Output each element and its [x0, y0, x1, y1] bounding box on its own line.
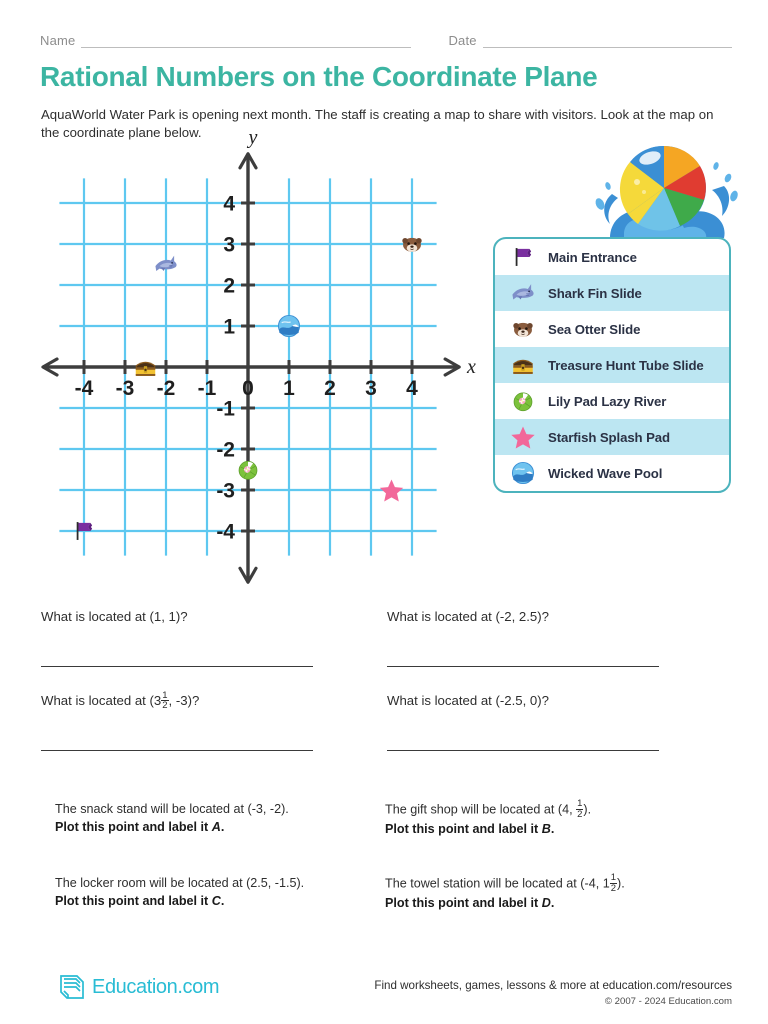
x-axis-label: x	[467, 356, 476, 378]
treasure-chest-icon	[507, 350, 539, 380]
legend-row[interactable]	[495, 419, 729, 455]
identify-questions	[41, 607, 733, 751]
y-axis-tick-label: 4	[223, 192, 235, 216]
date-label: Date	[448, 33, 477, 48]
intro-paragraph: AquaWorld Water Park is opening next month. The staff is creating a map to share with visitors. Look at the map on the coordinate plane below.	[41, 107, 714, 140]
map-point-wave-pool-icon[interactable]	[278, 315, 299, 336]
map-point-starfish-icon[interactable]	[380, 479, 403, 501]
y-axis-tick-label: -4	[216, 520, 235, 544]
name-label: Name	[40, 33, 76, 48]
plot-task-instruction: Plot this point and label it C.	[55, 894, 225, 908]
legend-label: Starfish Splash Pad	[548, 429, 670, 445]
wave-pool-icon	[507, 458, 539, 488]
question-cell	[387, 607, 733, 667]
x-axis-tick-label: 0	[242, 377, 254, 400]
fraction-numerator: 1	[610, 872, 616, 883]
beach-ball-splash-icon	[588, 138, 743, 250]
fraction-denominator: 2	[162, 700, 168, 712]
question-3-prefix: What is located at (3	[41, 693, 162, 708]
starfish-icon	[507, 422, 539, 452]
answer-line-4[interactable]	[387, 717, 659, 751]
answer-line-1[interactable]	[41, 633, 313, 667]
question-3-text	[41, 691, 387, 717]
date-input-line[interactable]	[483, 34, 732, 48]
coordinate-plane	[40, 126, 490, 595]
question-4-text: What is located at (-2.5, 0)?	[387, 693, 549, 708]
coordinate-plane-svg	[40, 126, 490, 595]
question-row	[41, 607, 733, 667]
question-1-text: What is located at (1, 1)?	[41, 609, 188, 624]
plot-task-prompt: The towel station will be located at (-4, 1 $\frac{1}{2}$ ).	[385, 872, 625, 894]
plot-task-cell	[55, 800, 385, 838]
question-cell	[387, 691, 733, 751]
plot-task-letter: D	[541, 896, 551, 910]
legend-label: Treasure Hunt Tube Slide	[548, 357, 704, 373]
map-point-lily-pad-icon[interactable]	[239, 461, 257, 479]
fraction-denominator: 2	[610, 882, 616, 894]
page-title: Rational Numbers on the Coordinate Plane	[40, 61, 598, 92]
education-logo-text: Education.com	[92, 975, 220, 998]
plot-task-instruction: Plot this point and label it B.	[385, 822, 555, 836]
map-point-treasure-chest-icon[interactable]	[136, 362, 156, 376]
y-axis-label: y	[248, 126, 258, 149]
legend-row[interactable]	[495, 275, 729, 311]
inline-fraction	[610, 873, 617, 893]
question-2-text: What is located at (-2, 2.5)?	[387, 609, 549, 624]
fraction-numerator: 1	[162, 689, 168, 701]
x-axis-tick-label: -4	[74, 377, 94, 400]
plot-task-letter: A	[211, 820, 221, 834]
plot-task-letter: C	[211, 894, 221, 908]
answer-line-2[interactable]	[387, 633, 659, 667]
legend-row[interactable]	[495, 311, 729, 347]
plot-task-cell	[385, 800, 715, 838]
legend-label: Sea Otter Slide	[548, 321, 641, 337]
plot-task-row	[55, 800, 747, 838]
y-axis-tick-label: 1	[223, 315, 235, 339]
page-footer	[0, 965, 768, 1024]
flag-icon	[507, 242, 539, 272]
education-logo[interactable]	[55, 970, 219, 1004]
x-axis-tick-label: 1	[283, 377, 295, 400]
question-cell	[41, 691, 387, 751]
name-input-line[interactable]	[81, 34, 410, 48]
plot-task-cell	[55, 874, 385, 912]
x-axis-tick-label: -2	[156, 377, 176, 400]
shark-icon	[507, 278, 539, 308]
y-axis-tick-label: -3	[216, 479, 235, 503]
fraction-denominator: 2	[577, 808, 583, 820]
plot-tasks	[55, 800, 747, 948]
legend-row[interactable]	[495, 455, 729, 491]
otter-icon	[507, 314, 539, 344]
question-row	[41, 691, 733, 751]
answer-line-3[interactable]	[41, 717, 313, 751]
map-legend	[493, 237, 731, 493]
map-point-otter-icon[interactable]	[402, 238, 421, 252]
x-axis-tick-label: -1	[197, 377, 217, 400]
question-3-fraction	[161, 691, 168, 711]
footer-promo-text: Find worksheets, games, lessons & more at education.com/resources	[374, 979, 732, 992]
education-logo-icon	[55, 970, 89, 1004]
legend-label: Shark Fin Slide	[548, 285, 642, 301]
question-cell	[41, 607, 387, 667]
plot-task-prompt: The snack stand will be located at (-3, -2).	[55, 802, 289, 816]
x-axis-tick-label: 4	[406, 377, 418, 400]
plot-task-prompt: The gift shop will be located at (4, $\frac{1}{2}$ ).	[385, 798, 592, 820]
y-axis-tick-label: -1	[216, 397, 235, 421]
lily-pad-icon	[507, 386, 539, 416]
legend-label: Main Entrance	[548, 249, 637, 265]
plot-task-letter: B	[541, 822, 551, 836]
footer-copyright: © 2007 - 2024 Education.com	[604, 996, 732, 1007]
legend-label: Lily Pad Lazy River	[548, 393, 667, 409]
legend-label: Wicked Wave Pool	[548, 465, 663, 481]
legend-row[interactable]	[495, 239, 729, 275]
x-axis-tick-label: 3	[365, 377, 377, 400]
plot-task-cell	[385, 874, 715, 912]
inline-fraction	[576, 799, 583, 819]
question-3-suffix: , -3)?	[168, 693, 200, 708]
name-date-header	[40, 26, 732, 48]
y-axis-tick-label: 3	[223, 233, 235, 257]
x-axis-tick-label: -3	[115, 377, 135, 400]
legend-row[interactable]	[495, 383, 729, 419]
y-axis-tick-label: 2	[223, 274, 235, 298]
x-axis-tick-label: 2	[324, 377, 336, 400]
plot-task-prompt: The locker room will be located at (2.5, -1.5).	[55, 876, 305, 890]
plot-task-row	[55, 874, 747, 912]
legend-row[interactable]	[495, 347, 729, 383]
fraction-numerator: 1	[577, 798, 583, 809]
plot-task-instruction: Plot this point and label it D.	[385, 896, 555, 910]
y-axis-tick-label: -2	[216, 438, 235, 462]
plot-task-instruction: Plot this point and label it A.	[55, 820, 225, 834]
